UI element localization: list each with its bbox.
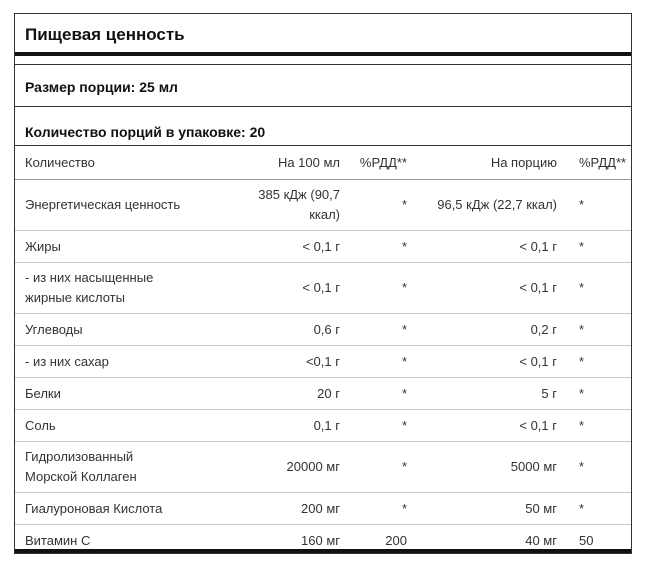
table-row xyxy=(15,493,631,525)
table-row xyxy=(15,231,631,263)
row-per-serving: 5000 мг xyxy=(407,442,557,493)
row-rdd1: * xyxy=(340,442,407,493)
row-name xyxy=(15,263,240,314)
row-rdd1: * xyxy=(340,231,407,263)
row-rdd2: * xyxy=(557,378,631,410)
row-name: Углеводы xyxy=(15,314,240,346)
header-rdd1: %РДД** xyxy=(340,146,407,180)
row-rdd2: * xyxy=(557,263,631,314)
row-rdd1: * xyxy=(340,263,407,314)
row-rdd2: 50 xyxy=(579,532,594,548)
row-rdd1: 200 xyxy=(385,532,407,548)
row-rdd2: * xyxy=(557,231,631,263)
row-per100: <0,1 г xyxy=(240,346,340,378)
row-name xyxy=(15,442,240,493)
row-per-serving: 5 г xyxy=(407,378,557,410)
row-per-serving: < 0,1 г xyxy=(407,346,557,378)
row-per-serving: < 0,1 г xyxy=(407,263,557,314)
row-name: Гиалуроновая Кислота xyxy=(15,493,240,525)
row-name: Витамин C xyxy=(25,532,91,548)
row-rdd2: * xyxy=(557,410,631,442)
row-per100: 385 кДж (90,7 ккал) xyxy=(240,180,340,231)
row-name: Жиры xyxy=(15,231,240,263)
row-rdd2: * xyxy=(557,346,631,378)
row-per100: 20 г xyxy=(240,378,340,410)
row-name-text: - из них насыщенные жирные кислоты xyxy=(25,270,154,305)
table-row xyxy=(15,180,631,231)
table-row xyxy=(15,378,631,410)
nutrition-title: Пищевая ценность xyxy=(15,14,631,56)
row-name: Белки xyxy=(15,378,240,410)
header-per-serving: На порцию xyxy=(407,146,557,180)
table-row xyxy=(15,410,631,442)
serving-size: Размер порции: 25 мл xyxy=(15,64,631,107)
row-per100: 0,6 г xyxy=(240,314,340,346)
row-rdd1: * xyxy=(340,410,407,442)
row-name: Соль xyxy=(15,410,240,442)
table-row xyxy=(15,346,631,378)
row-rdd1: * xyxy=(340,314,407,346)
row-rdd2: * xyxy=(557,493,631,525)
row-name-text: Гидролизованный Морской Коллаген xyxy=(25,449,137,484)
row-rdd2: * xyxy=(557,442,631,493)
row-name: - из них сахар xyxy=(15,346,240,378)
header-rdd2: %РДД** xyxy=(557,146,631,180)
row-per100: 0,1 г xyxy=(240,410,340,442)
row-per100: 200 мг xyxy=(240,493,340,525)
row-per-serving: 40 мг xyxy=(525,532,557,548)
row-rdd2: * xyxy=(557,314,631,346)
row-per100: 160 мг xyxy=(301,532,340,548)
row-rdd1: * xyxy=(340,378,407,410)
table-row xyxy=(15,314,631,346)
row-rdd2: * xyxy=(557,180,631,231)
row-rdd1: * xyxy=(340,346,407,378)
row-rdd1: * xyxy=(340,180,407,231)
table-header-row xyxy=(15,146,631,180)
servings-per-container: Количество порций в упаковке: 20 xyxy=(15,107,631,146)
row-per100: 20000 мг xyxy=(240,442,340,493)
row-per-serving: 0,2 г xyxy=(407,314,557,346)
header-per100: На 100 мл xyxy=(240,146,340,180)
table-row xyxy=(15,442,631,493)
row-per100: < 0,1 г xyxy=(240,263,340,314)
nutrition-facts-panel xyxy=(14,13,632,554)
table-row xyxy=(15,263,631,314)
header-name: Количество xyxy=(15,146,240,180)
row-per-serving: < 0,1 г xyxy=(407,410,557,442)
row-per100: < 0,1 г xyxy=(240,231,340,263)
row-per-serving: 96,5 кДж (22,7 ккал) xyxy=(407,180,557,231)
row-rdd1: * xyxy=(340,493,407,525)
row-name: Энергетическая ценность xyxy=(15,180,240,231)
bottom-rule xyxy=(15,549,631,553)
nutrition-table xyxy=(15,146,631,556)
row-per-serving: < 0,1 г xyxy=(407,231,557,263)
row-per-serving: 50 мг xyxy=(407,493,557,525)
